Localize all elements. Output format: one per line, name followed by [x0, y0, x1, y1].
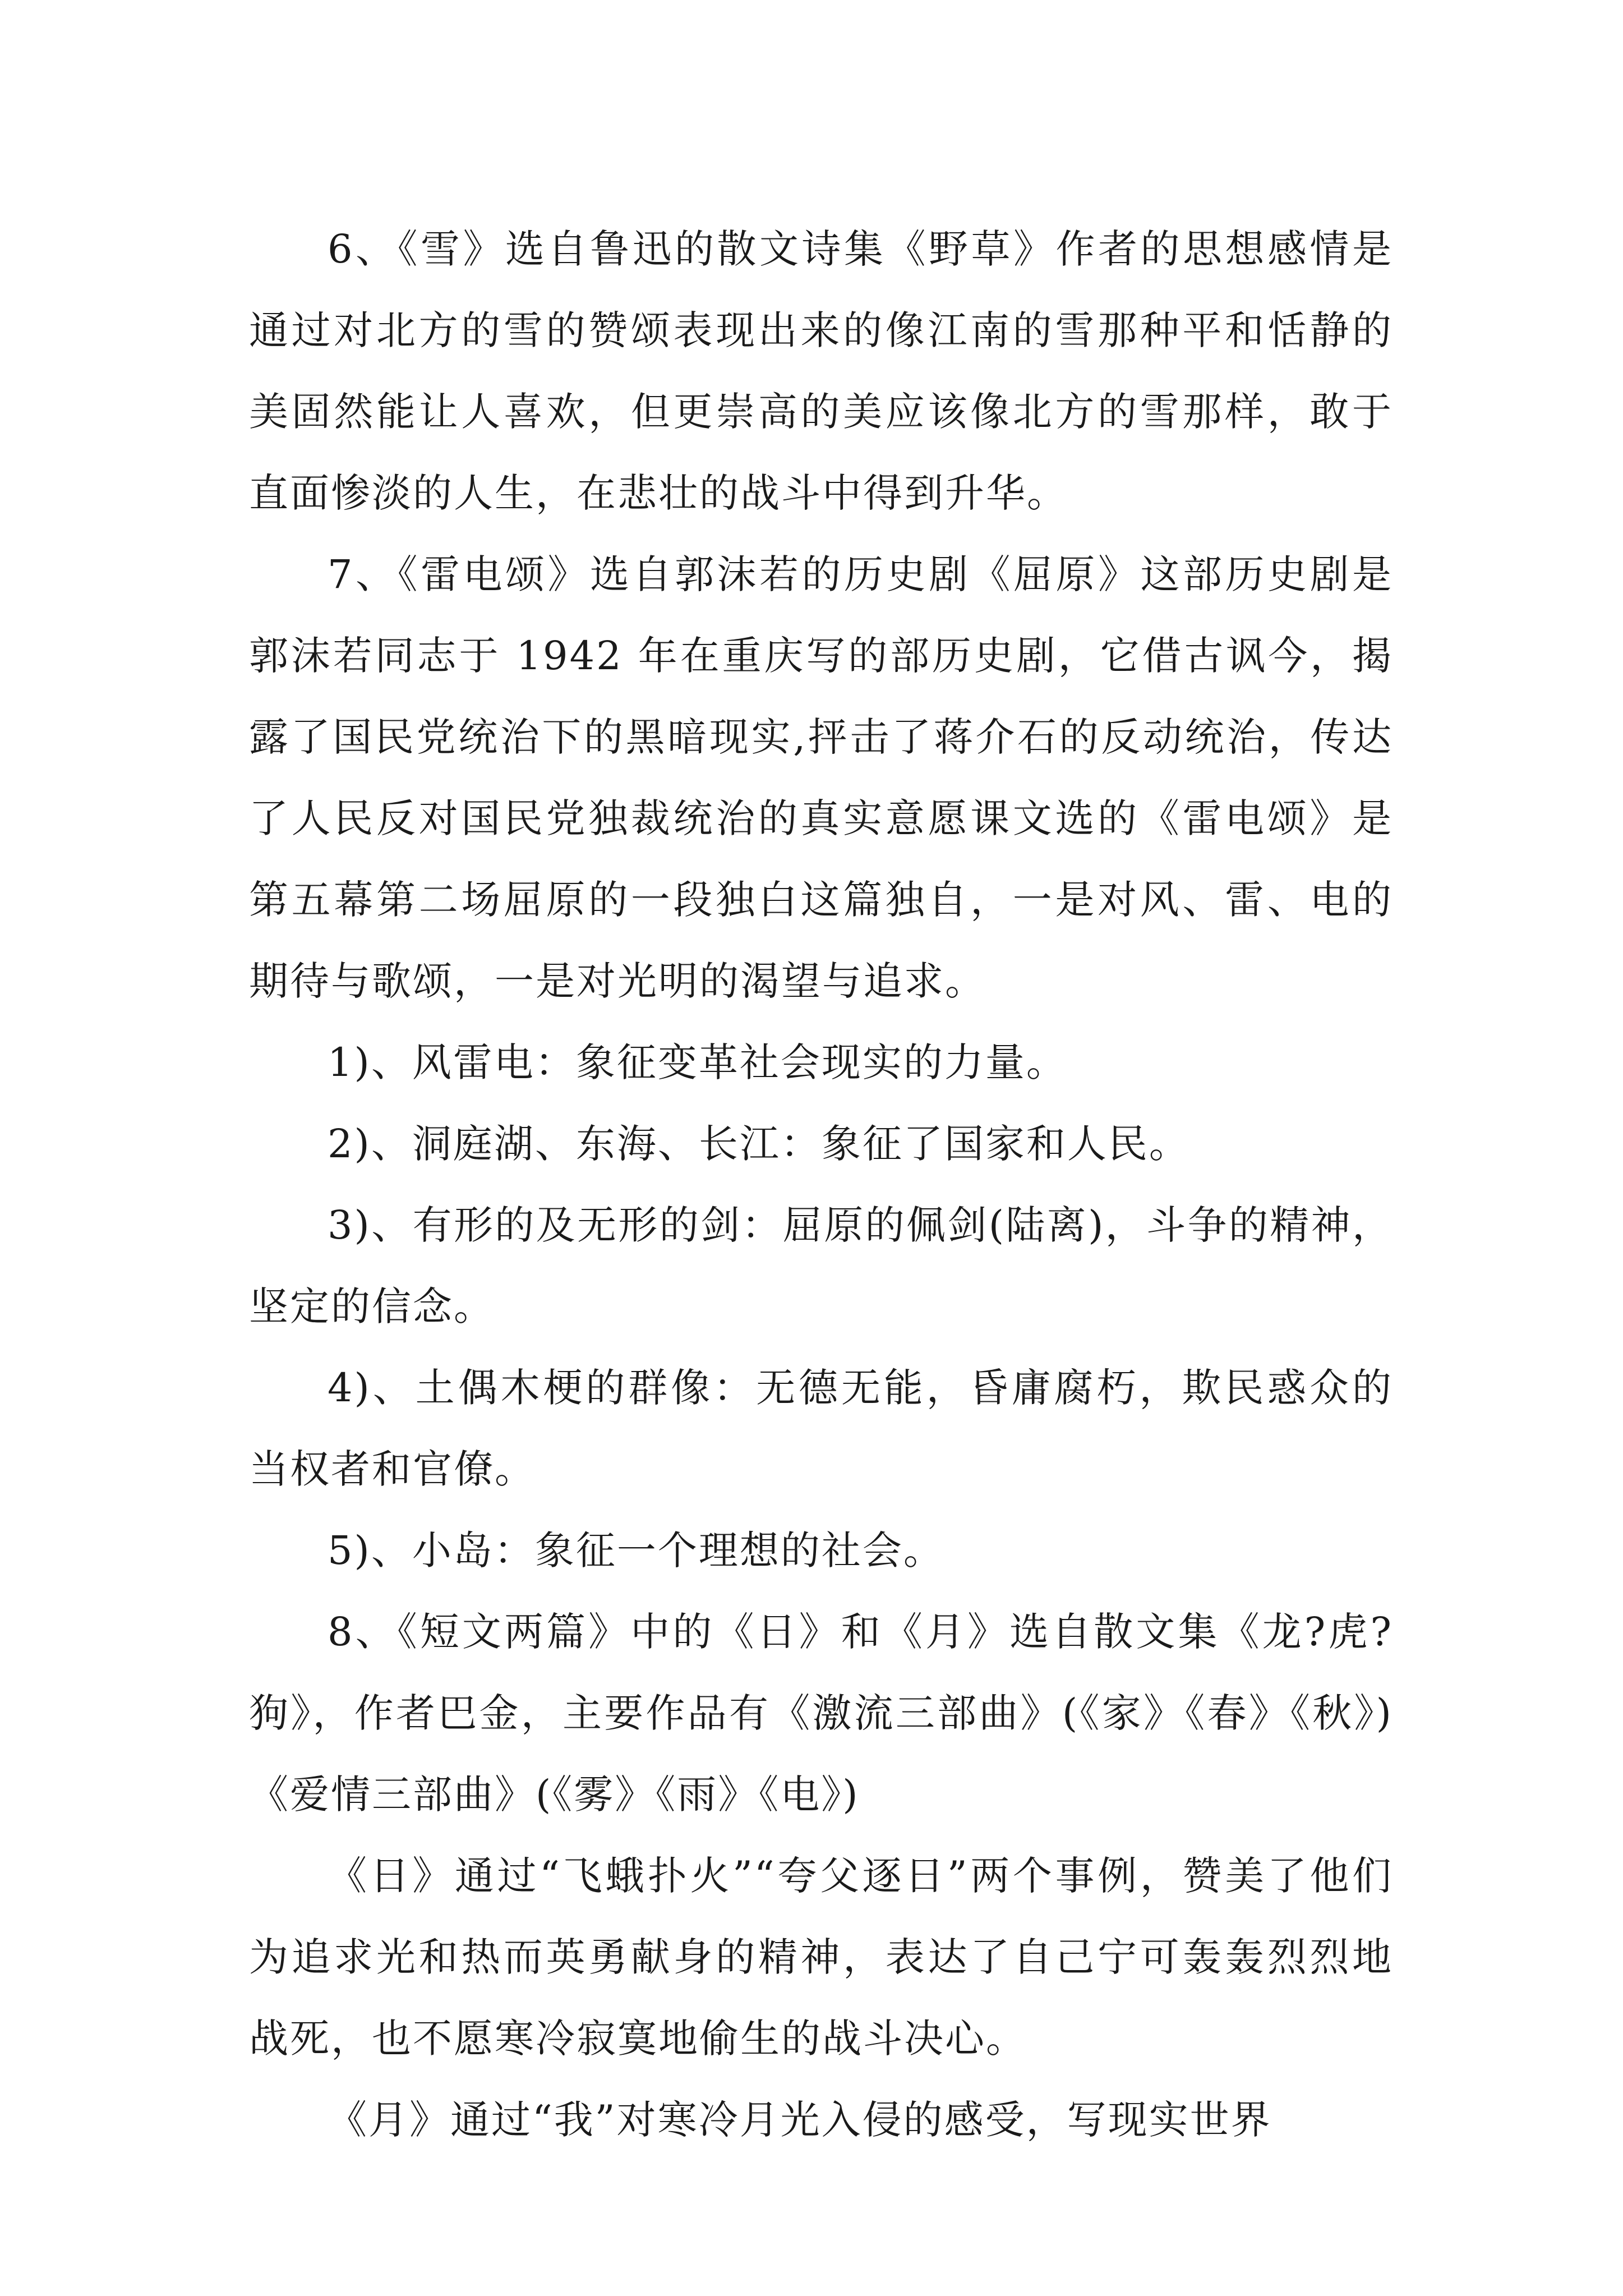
list-item-island: 5)、小岛：象征一个理想的社会。: [328, 1527, 944, 1573]
document-body: [249, 209, 1393, 2161]
paragraph-sun: 《日》通过“飞蛾扑火”“夸父逐日”两个事例，赞美了他们为追求光和热而英勇献身的精神，表达了自己宁可轰轰烈烈地战死，也不愿寒冷寂寞地偷生的战斗决心。: [249, 1853, 1393, 2062]
list-item-lake-sea-river: 2)、洞庭湖、东海、长江：象征了国家和人民。: [328, 1121, 1190, 1167]
list-item-swords: 3)、有形的及无形的剑：屈原的佩剑(陆离)，斗争的精神，坚定的信念。: [249, 1202, 1393, 1329]
paragraph-snow: 6、《雪》选自鲁迅的散文诗集《野草》作者的思想感情是通过对北方的雪的赞颂表现出来的像江南的雪那种平和恬静的美固然能让人喜欢，但更崇高的美应该像北方的雪那样，敢于直面惨淡的人生，在悲壮的战斗中得到升华。: [249, 226, 1393, 516]
paragraph-two-short-essays: 8、《短文两篇》中的《日》和《月》选自散文集《龙?虎?狗》，作者巴金，主要作品有《激流三部曲》(《家》《春》《秋》)《爱情三部曲》(《雾》《雨》《电》): [249, 1609, 1393, 1818]
paragraph-thunder-ode: 7、《雷电颂》选自郭沫若的历史剧《屈原》这部历史剧是郭沫若同志于 1942 年在重庆写的部历史剧，它借古讽今，揭露了国民党统治下的黑暗现实,抨击了蒋介石的反动统治，传达了人民反对国民党独裁统治的真实意愿课文选的《雷电颂》是第五幕第二场屈原的一段独白这篇独自，一是对风、雷、电的期待与歌颂，一是对光明的渴望与追求。: [249, 551, 1393, 1004]
list-item-idols: 4)、土偶木梗的群像：无德无能，昏庸腐朽，欺民惑众的当权者和官僚。: [249, 1365, 1393, 1492]
paragraph-moon: 《月》通过“我”对寒冷月光入侵的感受，写现实世界: [328, 2097, 1272, 2143]
list-item-wind-thunder-lightning: 1)、风雷电：象征变革社会现实的力量。: [328, 1039, 1067, 1085]
